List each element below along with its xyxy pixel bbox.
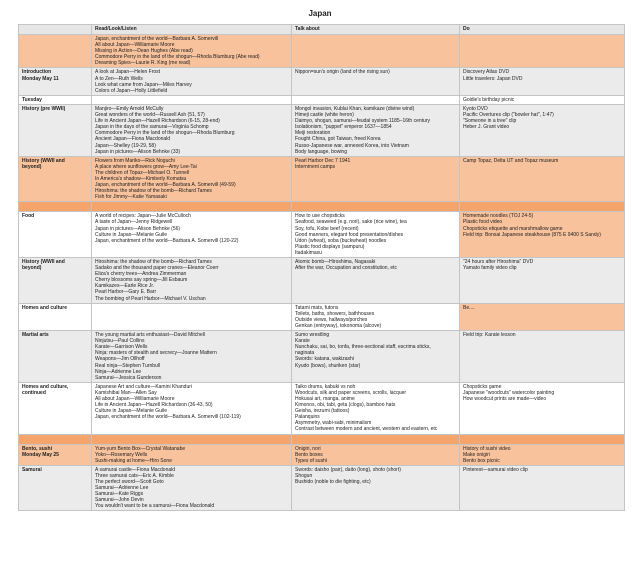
list-item: Pearl Harbor Dec 7 1941 xyxy=(295,157,351,164)
list-item: How woodcut prints are made—video xyxy=(463,395,547,402)
read-cell xyxy=(92,212,292,258)
list-item: Meiji restoration xyxy=(295,130,331,137)
list-item: Bento box picnic xyxy=(463,457,500,464)
list-item: Kamishibai Man—Allen Say xyxy=(95,389,157,396)
list-item: Field trip: Bonsai Japanese steakhouse (875 E 9400 S Sandy) xyxy=(463,231,601,238)
table-row xyxy=(19,35,625,68)
topic-cell xyxy=(19,258,92,304)
list-item: Eliza's cherry trees—Andrea Zimmerman xyxy=(95,271,187,278)
talk-cell xyxy=(292,68,460,95)
list-item: All about Japan—Williamarie Moore xyxy=(95,42,175,49)
do-cell xyxy=(460,465,625,511)
divider-cell xyxy=(460,202,625,212)
list-item: Japan, enchantment of the world—Barbara A. Somervill xyxy=(95,36,219,42)
list-item: Japan—Shelley (19-29, 58) xyxy=(95,142,156,149)
list-item: Dreaming Spies—Laurie R. King (me read) xyxy=(95,60,191,67)
list-item: Kyudo (bows), shuriken (star) xyxy=(295,362,361,369)
talk-cell xyxy=(292,258,460,304)
list-item: Contrast between modern and ancient, western and eastern, etc xyxy=(295,426,438,433)
topic-label: Homes and culture xyxy=(22,304,68,311)
list-item: Three samurai cats—Eric A. Kimble xyxy=(95,472,174,479)
list-item: Nippon=sun's origin (land of the rising sun) xyxy=(295,69,390,76)
list-item: Yoko—Rosemary Wells xyxy=(95,451,148,458)
read-cell xyxy=(92,156,292,202)
list-item: Fought China, got Taiwan, freed Korea xyxy=(295,136,381,143)
list-item: Woodcuts, silk and paper screens, scrolls, lacquer xyxy=(295,389,407,396)
list-item: Missing in Action—Dean Hughes (Abe read) xyxy=(95,48,193,55)
table-row xyxy=(19,303,625,330)
read-cell xyxy=(92,258,292,304)
table-row xyxy=(19,104,625,156)
list-item: Genkan (entryway), tokonoma (alcove) xyxy=(295,322,382,329)
do-cell xyxy=(460,104,625,156)
list-item: Kyoto DVD xyxy=(463,105,488,112)
table-row xyxy=(19,465,625,511)
list-item: "24 hours after Hiroshima" DVD xyxy=(463,259,534,265)
list-item: The young martial arts enthusiast—David Mitchell xyxy=(95,332,206,339)
table-row xyxy=(19,68,625,95)
do-cell xyxy=(460,35,625,68)
talk-cell xyxy=(292,331,460,383)
list-item: Japan, enchantment of the world—Barbara A. Somervill (49-59) xyxy=(95,182,236,189)
list-item: You wouldn't want to be a samurai—Fiona Macdonald xyxy=(95,503,215,510)
list-item: Heber J. Grant video xyxy=(463,124,510,131)
document-title: Japan xyxy=(308,9,332,18)
divider-cell xyxy=(292,434,460,444)
list-item: Himeji castle (white heron) xyxy=(295,112,354,119)
list-item: Good manners, elegant food presentation/dishes xyxy=(295,231,404,238)
list-item: Culture in Japan—Melanie Guile xyxy=(95,408,167,415)
list-item: Homemade noodles (TOJ 24-5) xyxy=(463,213,534,220)
topic-label: Introduction xyxy=(22,69,52,76)
divider-cell xyxy=(19,434,92,444)
list-item: Palanquins xyxy=(295,414,320,421)
list-item: Onigiri, nori xyxy=(295,445,321,452)
table-row xyxy=(19,444,625,465)
read-cell xyxy=(92,104,292,156)
list-item: Geisha, irezumi (tattoos) xyxy=(295,408,350,415)
list-item: Hiroshima: the shadow of the bomb—Richard Tames xyxy=(95,188,212,195)
do-cell xyxy=(460,68,625,95)
header-read: Read/Look/Listen xyxy=(92,25,292,35)
topic-label: Bento, sushi xyxy=(22,445,53,452)
talk-cell xyxy=(292,444,460,465)
list-item: Japan, enchantment of the world—Barbara A. Somervill (102-119) xyxy=(95,414,241,421)
list-item: Pearl Harbor—Gary E. Barr xyxy=(95,289,157,296)
header-topic xyxy=(19,25,92,35)
list-item: Colors of Japan—Holly Littlefield xyxy=(95,87,168,94)
read-cell xyxy=(92,331,292,383)
section-divider xyxy=(19,434,625,444)
list-item: Types of sushi xyxy=(295,457,327,464)
list-item: Kimonos, obi, tabi, geta (clogs), bamboo hats xyxy=(295,402,396,409)
list-item: Karate—Garrison Wells xyxy=(95,344,148,351)
read-cell xyxy=(92,35,292,68)
section-divider xyxy=(19,202,625,212)
topic-label: History (WWII and xyxy=(22,157,65,164)
divider-cell xyxy=(19,202,92,212)
list-item: Yamato family video clip xyxy=(463,265,517,272)
list-item: After the war, Occupation and constitution, etc xyxy=(295,265,398,272)
list-item: All about Japan—Williamarie Moore xyxy=(95,395,175,402)
list-item: History of sushi video xyxy=(463,445,511,452)
talk-cell xyxy=(292,465,460,511)
list-item: Ninjutsu—Paul Collins xyxy=(95,338,145,345)
list-item: Cherry blossoms say spring—Jill Esbaum xyxy=(95,277,188,284)
topic-label: continued xyxy=(22,389,46,396)
list-item: Great wonders of the world—Russell Ash (51, 57) xyxy=(95,112,205,119)
list-item: "Someone in a tree" clip xyxy=(463,118,517,125)
list-item: Pacific Overtures clip ("bowler hat", 1:47) xyxy=(463,112,554,119)
topic-cell xyxy=(19,444,92,465)
list-item: Internment camps xyxy=(295,163,336,170)
read-cell xyxy=(92,68,292,95)
list-item: Mongol invasion, Kublai Khan, kamikaze (divine wind) xyxy=(295,105,415,112)
list-item: Commodore Perry in the land of the shogun—Rhoda Blumburg (Abe read) xyxy=(95,54,260,61)
list-item: Asymmetry, wabi-sabi, minimalism xyxy=(295,420,372,427)
do-cell xyxy=(460,382,625,434)
talk-cell xyxy=(292,212,460,258)
topic-cell xyxy=(19,35,92,68)
talk-cell xyxy=(292,95,460,104)
list-item: Japan in pictures—Alison Behnke (33) xyxy=(95,148,181,155)
list-item: Discovery Atlas DVD xyxy=(463,69,510,76)
list-item: Yum-yum Bento Box—Crystal Watanabe xyxy=(95,445,186,452)
topic-cell xyxy=(19,331,92,383)
do-cell xyxy=(460,156,625,202)
list-item: Kamikazes—Earle Rice Jr. xyxy=(95,283,155,290)
list-item: Soy, tofu, Kobe beef (recent) xyxy=(295,225,359,232)
list-item: Bushido (noble to die fighting, etc) xyxy=(295,479,371,485)
topic-cell xyxy=(19,156,92,202)
list-item: Weapons—Jim Ollhoff xyxy=(95,356,145,363)
topic-cell xyxy=(19,465,92,511)
list-item: Life in Ancient Japan—Hazell Richardson (6-15, 28-end) xyxy=(95,118,220,125)
table-row xyxy=(19,95,625,104)
list-item: Seafood, seaweed (e.g. nori), sake (rice wine), tea xyxy=(295,219,407,226)
list-item: Chopsticks etiquette and marshmallow game xyxy=(463,225,563,232)
do-cell xyxy=(460,444,625,465)
list-item: Swords: daisho (pair), daito (long), shoto (short) xyxy=(295,466,401,473)
list-item: Shogun xyxy=(295,472,313,479)
list-item: Itadakimasu xyxy=(295,249,322,256)
list-item: naginata xyxy=(295,350,315,357)
list-item: Taiko drums, kabuki vs noh xyxy=(295,383,356,390)
topic-label: Monday May 11 xyxy=(22,75,59,82)
divider-cell xyxy=(292,202,460,212)
list-item: Japanese Art and culture—Kamini Khanduri xyxy=(95,383,193,390)
list-item: Body language, bowing xyxy=(295,148,347,155)
table-row xyxy=(19,258,625,304)
talk-cell xyxy=(292,303,460,330)
list-item: Plastic food video xyxy=(463,219,503,226)
list-item: The perfect sword—Scott Goto xyxy=(95,479,164,485)
topic-label: beyond) xyxy=(22,265,42,272)
list-item: The bombing of Pearl Harbor—Michael V. Uschan xyxy=(95,295,206,302)
list-item: Samurai—Jessica Gunderson xyxy=(95,374,162,381)
list-item: Ninja—Adrienne Lee xyxy=(95,368,142,375)
read-cell xyxy=(92,95,292,104)
list-item: Make onigiri xyxy=(463,451,490,458)
list-item: Be.... xyxy=(463,304,475,311)
table-row xyxy=(19,382,625,434)
topic-cell xyxy=(19,68,92,95)
talk-cell xyxy=(292,156,460,202)
table-row xyxy=(19,331,625,383)
list-item: In America's shadow—Kimberly Komatsu xyxy=(95,175,187,182)
do-cell xyxy=(460,331,625,383)
topic-cell xyxy=(19,95,92,104)
list-item: A place where sunflowers grow—Amy Lee-Tai xyxy=(95,163,197,170)
list-item: Camp Topaz, Delta UT and Topaz museum xyxy=(463,157,559,164)
topic-label: History (WWII and xyxy=(22,259,65,265)
talk-cell xyxy=(292,382,460,434)
topic-cell xyxy=(19,303,92,330)
header-row xyxy=(19,25,625,35)
list-item: Goldie's birthday picnic xyxy=(463,96,515,103)
list-item: Russo-Japanese war, annexed Korea, into Vietnam xyxy=(295,142,409,149)
divider-cell xyxy=(460,434,625,444)
talk-cell xyxy=(292,104,460,156)
list-item: Real ninja—Stephen Turnbull xyxy=(95,362,161,369)
list-item: A look at Japan—Helen Frost xyxy=(95,69,161,76)
read-cell xyxy=(92,382,292,434)
list-item: Culture in Japan—Melanie Guile xyxy=(95,231,167,238)
header-talk: Talk about xyxy=(292,25,460,35)
list-item: Flowers from Mariko—Rick Noguchi xyxy=(95,157,175,164)
list-item: Bento boxes xyxy=(295,451,323,458)
list-item: Ninja: masters of stealth and secrecy—Joanne Mattern xyxy=(95,350,217,357)
list-item: A taste of Japan—Jenny Ridgewell xyxy=(95,219,173,226)
table-row xyxy=(19,156,625,202)
list-item: Hiroshima: the shadow of the bomb—Richard Tames xyxy=(95,259,212,265)
list-item: How to use chopsticks xyxy=(295,213,345,220)
curriculum-table xyxy=(18,24,625,511)
list-item: Isolationism, "puppet" emperor 1637—1854 xyxy=(295,124,392,131)
list-item: Nunchaku, sai, bo, tonfa, three-sectional staff, escrima sticks, xyxy=(295,344,431,351)
list-item: The children of Topaz—Michael O. Tunnell xyxy=(95,169,190,176)
topic-label: beyond) xyxy=(22,163,42,170)
topic-label: Homes and culture, xyxy=(22,383,69,390)
list-item: Japan in the days of the samurai—Virginia Schomp xyxy=(95,124,209,131)
talk-cell xyxy=(292,35,460,68)
topic-label: History (pre WWII) xyxy=(22,105,66,112)
list-item: Samurai—Adrienne Lee xyxy=(95,485,149,492)
list-item: Fish for Jimmy—Katie Yamasaki xyxy=(95,194,167,201)
topic-label: Tuesday xyxy=(22,96,42,103)
list-item: Ancient Japan—Fiona Macdonald xyxy=(95,136,171,143)
list-item: Japan, enchantment of the world—Barbara A. Somervill (120-22) xyxy=(95,237,239,244)
do-cell xyxy=(460,212,625,258)
topic-label: Martial arts xyxy=(22,332,49,339)
list-item: Life in Ancient Japan—Hazell Richardson (36-43, 50) xyxy=(95,402,213,409)
list-item: Outside views, hallways/porches xyxy=(295,316,368,323)
list-item: Atomic bomb—Hiroshima, Nagasaki xyxy=(295,259,376,265)
list-item: Pinterest—samurai video clip xyxy=(463,466,528,473)
list-item: Tatami mats, futons xyxy=(295,304,339,311)
list-item: Japanese "woodcuts" watercolor painting xyxy=(463,389,555,396)
list-item: Swords: katana, wakizashi xyxy=(295,356,354,363)
header-do: Do xyxy=(460,25,625,35)
list-item: Hokusai art, manga, anime xyxy=(295,395,355,402)
list-item: Plastic food displays (sampuru) xyxy=(295,243,365,250)
list-item: Sumo wrestling xyxy=(295,332,330,339)
list-item: Manjiro—Emily Arnold McCully xyxy=(95,105,164,112)
list-item: Look what came from Japan—Miles Harvey xyxy=(95,81,192,88)
read-cell xyxy=(92,303,292,330)
list-item: Commodore Perry in the land of the shogun—Rhoda Blumburg xyxy=(95,130,235,137)
read-cell xyxy=(92,444,292,465)
list-item: Daimyo, shogun, samurai—feudal system 1185–16th century xyxy=(295,118,430,125)
read-cell xyxy=(92,465,292,511)
list-item: Little travelers: Japan DVD xyxy=(463,75,523,82)
list-item: Field trip: Karate lesson xyxy=(463,332,516,339)
list-item: A to Zen—Ruth Wells xyxy=(95,75,143,82)
list-item: Japan in pictures—Alison Behnke (56) xyxy=(95,225,181,232)
list-item: Toilets, baths, showers, bathhouses xyxy=(295,310,375,317)
divider-cell xyxy=(92,202,292,212)
list-item: A world of recipes: Japan—Julie McCulloch xyxy=(95,213,191,220)
list-item: Karate xyxy=(295,338,310,345)
table-row xyxy=(19,212,625,258)
topic-cell xyxy=(19,212,92,258)
do-cell xyxy=(460,95,625,104)
do-cell xyxy=(460,303,625,330)
list-item: Sadako and the thousand paper cranes—Eleanor Coerr xyxy=(95,265,219,272)
do-cell xyxy=(460,258,625,304)
topic-cell xyxy=(19,382,92,434)
topic-label: Samurai xyxy=(22,466,42,473)
topic-cell xyxy=(19,104,92,156)
topic-label: Monday May 25 xyxy=(22,451,59,458)
list-item: A samurai castle—Fiona Macdonald xyxy=(95,466,176,473)
topic-label: Food xyxy=(22,213,35,220)
list-item: Udon (wheat), soba (buckwheat) noodles xyxy=(295,237,387,244)
list-item: Samurai—Kate Riggs xyxy=(95,491,144,498)
list-item: Chopsticks game xyxy=(463,383,502,390)
divider-cell xyxy=(92,434,292,444)
list-item: Sushi-making at home—Hiro Sone xyxy=(95,457,172,464)
list-item: Samurai—John Devin xyxy=(95,497,144,504)
